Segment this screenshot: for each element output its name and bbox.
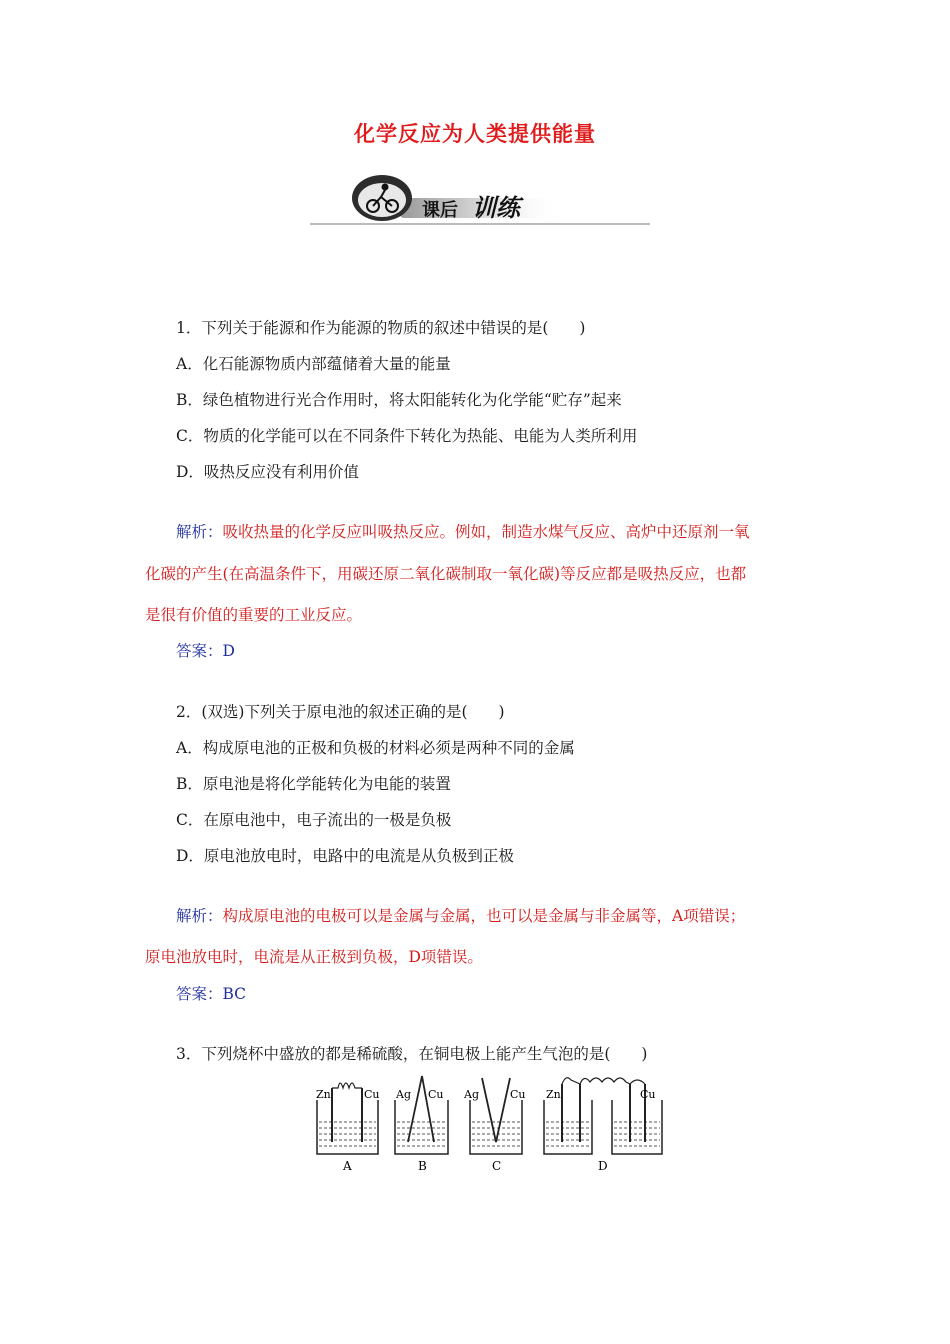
q1-option-a: A．化石能源物质内部蕴储着大量的能量 <box>176 355 451 373</box>
q2-explanation-label: 解析： <box>176 907 223 925</box>
beaker-a <box>316 1083 380 1173</box>
q1-explanation-line1: 解析：吸收热量的化学反应叫吸热反应。例如，制造水煤气反应、高炉中还原剂一氧 <box>176 523 750 541</box>
beaker-b-left-label: Ag <box>396 1088 411 1101</box>
q2-option-c: C．在原电池中，电子流出的一极是负极 <box>176 811 452 829</box>
banner-prefix: 课后 <box>422 200 458 221</box>
beaker-b-caption: B <box>418 1159 427 1173</box>
q1-option-d: D．吸热反应没有利用价值 <box>176 463 359 481</box>
q1-stem: 1．下列关于能源和作为能源的物质的叙述中错误的是( ) <box>176 319 586 337</box>
q1-explanation-line3: 是很有价值的重要的工业反应。 <box>145 606 363 624</box>
beaker-d <box>544 1078 662 1173</box>
q2-explanation-line1: 解析：构成原电池的电极可以是金属与金属，也可以是金属与非金属等，A项错误； <box>176 907 746 925</box>
q1-explanation-line2: 化碳的产生(在高温条件下，用碳还原二氧化碳制取一氧化碳)等反应都是吸热反应，也都 <box>145 565 747 583</box>
banner-main: 训练 <box>472 193 520 222</box>
q2-stem: 2．(双选)下列关于原电池的叙述正确的是( ) <box>176 703 505 721</box>
beaker-a-caption: A <box>343 1159 352 1173</box>
q1-explanation-label: 解析： <box>176 523 223 541</box>
beaker-d-caption: D <box>598 1159 608 1173</box>
q1-option-b: B．绿色植物进行光合作用时，将太阳能转化为化学能“贮存”起来 <box>176 391 622 409</box>
beaker-d-left-label: Zn <box>546 1088 561 1101</box>
q2-option-b: B．原电池是将化学能转化为电能的装置 <box>176 775 451 793</box>
q2-option-a: A．构成原电池的正极和负极的材料必须是两种不同的金属 <box>176 739 575 757</box>
beaker-a-left-label: Zn <box>316 1088 331 1101</box>
section-banner <box>300 168 660 228</box>
beaker-c-left-label: Ag <box>464 1088 479 1101</box>
q2-explanation-line2: 原电池放电时，电流是从正极到负极，D项错误。 <box>145 948 483 966</box>
q2-answer: 答案：BC <box>176 985 247 1003</box>
beaker-a-right-label: Cu <box>364 1088 380 1101</box>
beaker-c <box>463 1078 526 1173</box>
beaker-figure <box>300 1072 680 1182</box>
beaker-b <box>395 1076 448 1173</box>
beaker-b-right-label: Cu <box>428 1088 444 1101</box>
beaker-c-right-label: Cu <box>510 1088 526 1101</box>
q1-option-c: C．物质的化学能可以在不同条件下转化为热能、电能为人类所利用 <box>176 427 638 445</box>
page-title: 化学反应为人类提供能量 <box>354 122 596 146</box>
q3-stem: 3．下列烧杯中盛放的都是稀硫酸，在铜电极上能产生气泡的是( ) <box>176 1045 648 1063</box>
beaker-d-right-label: Cu <box>640 1088 656 1101</box>
q1-answer: 答案：D <box>176 642 235 660</box>
q2-option-d: D．原电池放电时，电路中的电流是从负极到正极 <box>176 847 514 865</box>
beaker-c-caption: C <box>492 1159 502 1173</box>
